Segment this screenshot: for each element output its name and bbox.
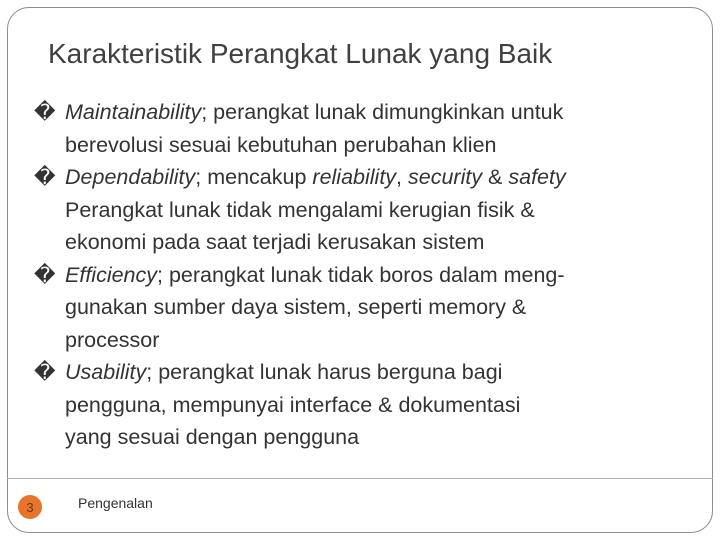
bullet-line: gunakan sumber daya sistem, seperti memory & [65, 295, 527, 319]
bullet-dependability [34, 161, 694, 259]
bullet-maintainability [34, 96, 694, 161]
slide-title: Karakteristik Perangkat Lunak yang Baik [48, 38, 553, 69]
bullet-line: yang sesuai dengan pengguna [65, 425, 360, 449]
bullet-marker: � [34, 262, 56, 287]
bullet-emphasis: security [408, 165, 483, 189]
bullet-line [65, 259, 694, 292]
bullet-marker: � [34, 100, 56, 124]
bullet-term: Maintainability [65, 100, 202, 124]
bullet-line: berevolusi sesuai kebutuhan perubahan klien [65, 132, 497, 157]
bullet-emphasis: reliability [312, 165, 397, 189]
bullet-text: ; perangkat lunak tidak boros dalam meng- [157, 262, 565, 287]
page-number-badge [18, 495, 42, 519]
bullet-emphasis: safety [508, 165, 566, 189]
bullet-term: Efficiency [65, 262, 158, 287]
bullet-term: Usability [65, 360, 147, 384]
bullet-text: ; mencakup [195, 165, 313, 189]
bullet-marker: � [34, 165, 56, 189]
bullet-text: , [396, 165, 408, 189]
bullet-line: pengguna, mempunyai interface & dokumentasi [65, 392, 521, 417]
bullet-line: ekonomi pada saat terjadi kerusakan sistem [65, 230, 485, 254]
bullet-usability [34, 356, 694, 454]
footer-text: Pengenalan [78, 495, 153, 511]
bullet-line: Perangkat lunak tidak mengalami kerugian fisik & [65, 197, 535, 222]
bullet-line [65, 161, 694, 194]
bullet-list [34, 96, 694, 454]
page-number: 3 [26, 499, 34, 515]
bullet-line [65, 356, 694, 389]
bullet-line: processor [65, 327, 160, 352]
bullet-term: Dependability [65, 165, 196, 189]
bullet-text: ; perangkat lunak dimungkinkan untuk [201, 100, 564, 124]
bullet-text: ; perangkat lunak harus berguna bagi [146, 360, 503, 384]
bullet-line [65, 96, 694, 129]
footer-divider [7, 478, 713, 479]
bullet-marker: � [34, 360, 56, 384]
bullet-efficiency [34, 259, 694, 357]
bullet-text: & [482, 165, 509, 189]
